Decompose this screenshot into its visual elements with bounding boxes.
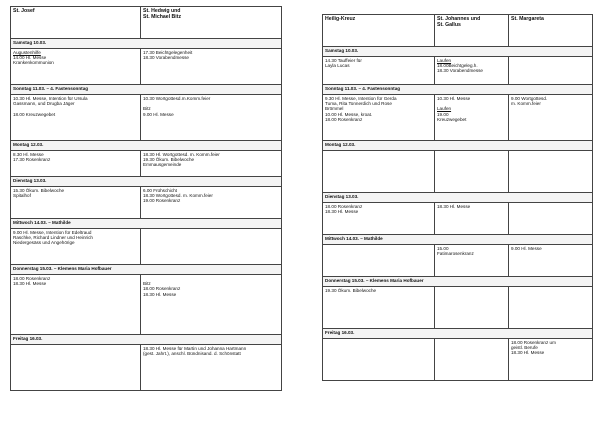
event-text: 10.30 Hl. Messe — [437, 96, 471, 101]
schedule-cell — [509, 95, 593, 141]
event-text: 9.00 Hl. Messe, Intention für Edeltraud Raschke, Richard Lindner und Heinrich Niedergesäss und Angehörige — [13, 230, 93, 246]
schedule-cell — [323, 95, 435, 141]
schedule-cell — [11, 49, 141, 85]
parish-header: St. Margareta — [509, 15, 593, 47]
event-text: 17.30 Beichtgelegenheit 18.30 Vorabendmesse — [143, 50, 193, 61]
event-text: 19.00 Kreuzwegebet — [437, 111, 467, 122]
event-text: 14.00 Hl. Messe Krankenkommunion — [13, 55, 54, 66]
event-text: 14.30 Tauffeier für Layla Lucas — [325, 58, 362, 69]
event-text: Bitz 18.00 Rosenkranz 18.30 Hl. Messe — [143, 281, 181, 297]
schedule-cell — [323, 57, 435, 85]
schedule-cell — [435, 203, 509, 235]
schedule-cell — [509, 339, 593, 381]
day-heading: Donnerstag 15.03. – Klemens Maria Hofbauer — [11, 265, 282, 275]
event-text: 9.30 Hl. Messe, Intention für Gerda Tuma, Rita Tonnerdich und Rose Brömmel 10.00 Hl. Messe, kroat. 18.00 Rosenkranz — [325, 96, 397, 122]
event-text: 6.00 Frühschicht 18.30 Wortgottesd. m. Komm.feier 19.00 Rosenkranz — [143, 188, 213, 204]
day-heading: Freitag 16.03. — [323, 329, 593, 339]
parish-header: St. Hedwig und St. Michael Bitz — [141, 7, 282, 39]
event-text: 18.30 Hl. Messe — [437, 204, 471, 209]
day-heading: Mittwoch 14.03. – Mathilde — [323, 235, 593, 245]
event-text: 18.00Beichtgeleg.h. 18.30 Vorabendmesse — [437, 63, 483, 74]
schedule-cell — [141, 229, 282, 265]
event-text: 10.30 Hl. Messe, Intention für Ursula Gassmann, und Drugba Jäger 18.00 Kreuzwegebet — [13, 96, 88, 117]
schedule-cell — [141, 49, 282, 85]
schedule-cell — [11, 187, 141, 219]
event-text: 18.00 Rosenkranz um geistl. Berufe 18.30 Hl. Messe — [511, 340, 556, 356]
schedule-cell — [11, 95, 141, 141]
schedule-cell — [11, 275, 141, 335]
schedule-cell — [141, 345, 282, 391]
event-text: 10.30 Wortgottesd.m.Komm.feier Bitz 9.00 Hl. Messe — [143, 96, 211, 117]
event-text: 9.00 Hl. Messe — [511, 246, 542, 251]
schedule-cell — [323, 339, 435, 381]
schedule-cell — [323, 203, 435, 235]
day-heading: Montag 12.03. — [11, 141, 282, 151]
day-heading: Samstag 10.03. — [323, 47, 593, 57]
schedule-cell — [509, 151, 593, 193]
schedule-cell — [509, 57, 593, 85]
day-heading: Montag 12.03. — [323, 141, 593, 151]
event-text: 9.00 Wortgottesd. m. Komm.feier — [511, 96, 548, 107]
day-heading: Freitag 16.03. — [11, 335, 282, 345]
schedule-cell — [323, 245, 435, 277]
schedule-cell — [141, 275, 282, 335]
day-heading: Dienstag 13.03. — [11, 177, 282, 187]
schedule-cell — [435, 95, 509, 141]
schedule-cell — [435, 245, 509, 277]
parish-header: St. Johannes und St. Gallus — [435, 15, 509, 47]
event-text: 18.00 Rosenkranz 18.30 Hl. Messe — [13, 276, 51, 287]
schedule-cell — [435, 287, 509, 329]
event-text: 18.30 Hl. Messe für Martin und Johanna Hartmann (gest. Jahrt.), anschl. Bündnisand. d. Schönstatt — [143, 346, 247, 357]
day-heading: Donnerstag 15.03. – Klemens Maria Hofbauer — [323, 277, 593, 287]
schedule-cell — [141, 95, 282, 141]
event-text: 19.30 Ökum. Bibelwoche — [325, 288, 377, 293]
schedule-cell — [141, 151, 282, 177]
day-heading: Sonntag 11.03. – 4. Fastensonntag — [11, 85, 282, 95]
schedule-cell — [509, 245, 593, 277]
schedule-cell — [435, 339, 509, 381]
schedule-cell — [11, 345, 141, 391]
event-text: 8.30 Hl. Messe 17.30 Rosenkranz — [13, 152, 51, 163]
schedule-cell — [141, 187, 282, 219]
schedule-cell — [435, 151, 509, 193]
schedule-cell — [509, 203, 593, 235]
day-heading: Sonntag 11.03. – 4. Fastensonntag — [323, 85, 593, 95]
day-heading: Mittwoch 14.03. – Mathilde — [11, 219, 282, 229]
schedule-table-right — [322, 14, 593, 381]
schedule-cell — [323, 151, 435, 193]
schedule-cell — [435, 57, 509, 85]
schedule-cell — [11, 151, 141, 177]
parish-header: Heilig-Kreuz — [323, 15, 435, 47]
schedule-cell — [509, 287, 593, 329]
event-text: 18.30 Hl. Wortgottesd. m. Komm.feier 19.30 Ökum. Bibelwoche Emmausgemeinde — [143, 152, 220, 168]
location-label: Laufen — [437, 58, 452, 63]
day-heading: Dienstag 13.03. — [323, 193, 593, 203]
parish-header: St. Josef — [11, 7, 141, 39]
schedule-cell — [323, 287, 435, 329]
schedule-table-left — [10, 6, 282, 391]
event-text: 18.00 Rosenkranz 18.30 Hl. Messe — [325, 204, 363, 215]
schedule-cell — [11, 229, 141, 265]
location-label: Augustenhilfe — [13, 50, 41, 55]
event-text: 15.30 Ökum. Bibelwoche Spitalhof — [13, 188, 65, 199]
location-label: Laufen — [437, 106, 452, 112]
event-text: 15.00 Fatimarosenkranz — [437, 246, 474, 257]
day-heading: Samstag 10.03. — [11, 39, 282, 49]
